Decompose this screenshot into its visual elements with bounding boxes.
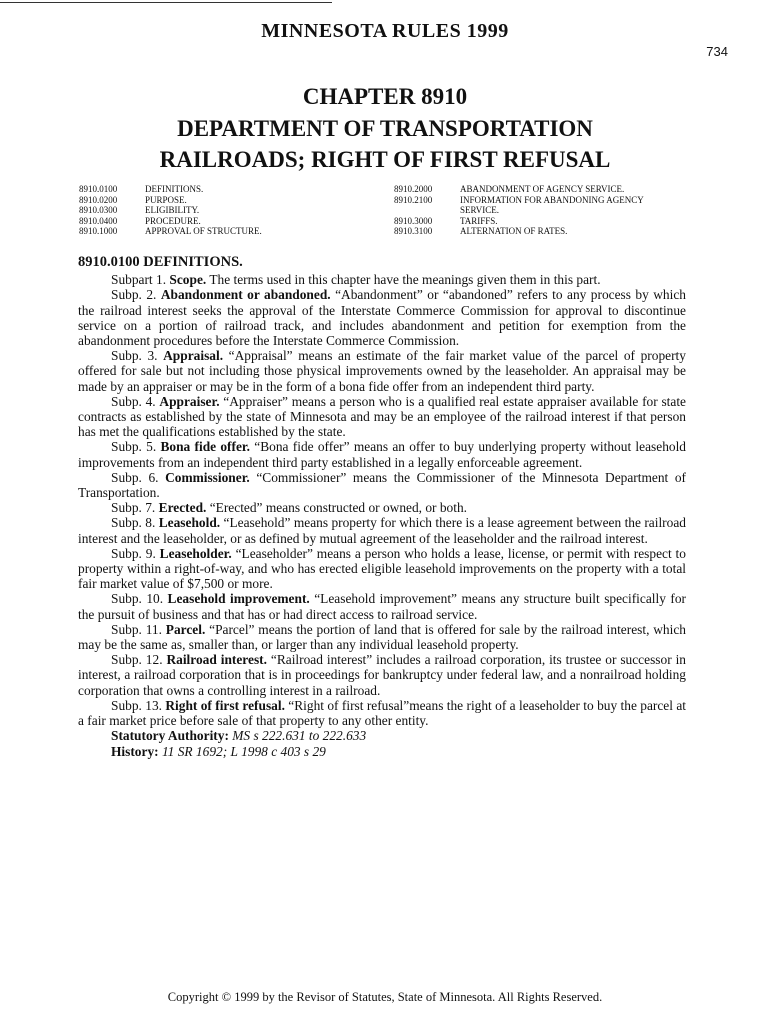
subpart-text: “Right of first refusal”means the right of a leaseholder to buy the parcel at a fair market price before sale of that property to any other entity. [78,697,686,729]
history [78,744,686,759]
subpart-paragraph [78,652,686,698]
chapter-number: CHAPTER 8910 [302,84,468,109]
toc-entry-number: 8910.0300 [79,205,118,215]
toc-entry [79,195,385,206]
toc-entry [79,205,385,216]
subpart-label: Subp. 11. [111,621,162,637]
toc-entry-title: APPROVAL OF STRUCTURE. [145,226,262,236]
toc-entry-number: 8910.1000 [79,226,118,236]
subpart-label: Subp. 3. [111,348,158,364]
subpart-paragraph [78,500,686,515]
subpart-text: “Parcel” means the portion of land that is offered for sale by the railroad interest, which may be the same as, smaller than, or larger than any individual leasehold property. [78,621,686,653]
subpart-term: Appraiser. [159,393,220,409]
subpart-text: “Appraisal” means an estimate of the fair market value of the parcel of property offered for sale but not including those physical improvements owned by the leaseholder. An appraisal may be made by an appraiser or may be in the form of a bona fide offer from an independent third party. [78,348,686,394]
toc-entry-title: DEFINITIONS. [145,184,204,194]
toc-entry-title: ABANDONMENT OF AGENCY SERVICE. [460,184,625,194]
toc-entry [394,216,710,227]
toc-entry-number: 8910.0400 [79,215,118,226]
toc-entry-title: TARIFFS. [460,215,498,226]
toc-entry [394,184,710,195]
subpart-paragraph [78,698,686,728]
subpart-paragraph [78,272,686,287]
rule-body [78,255,686,759]
subpart-term: Erected. [158,500,207,516]
toc-entry-title: PURPOSE. [145,194,187,205]
toc-entry-title: PROCEDURE. [145,215,201,226]
toc-entry-number: 8910.0100 [79,184,118,194]
page-header-title: MINNESOTA RULES 1999 [261,20,509,42]
subpart-term: Bona fide offer. [160,439,250,455]
subpart-paragraph [78,348,686,394]
subpart-paragraph [78,515,686,545]
subpart-label: Subp. 12. [111,652,163,668]
toc-entry [394,205,710,216]
statutory-authority-value: MS s 222.631 to 222.633 [232,728,367,744]
subpart-label: Subp. 6. [111,469,159,485]
subpart-paragraph [78,546,686,592]
subpart-paragraph [78,439,686,469]
subpart-term: Commissioner. [165,469,250,485]
subpart-label: Subp. 7. [111,500,156,516]
history-value: 11 SR 1692; L 1998 c 403 s 29 [161,743,326,759]
subpart-text: “Leasehold” means property for which there is a lease agreement between the railroad interest and the leaseholder, or as defined by mutual agreement of the leaseholder and the railroad interest. [78,515,686,546]
toc-left-column [79,184,385,237]
toc-entry-number [394,205,460,216]
history-label: History: [111,743,159,759]
toc-entry-title: ELIGIBILITY. [145,205,200,215]
subpart-paragraph [78,591,686,621]
subpart-text: “Bona fide offer” means an offer to buy underlying property without leasehold improvements from an independent third party established in a legally enforceable agreement. [78,439,686,470]
toc-entry [79,216,385,227]
toc-right-column [394,184,710,237]
toc-entry-number: 8910.3100 [394,226,433,236]
subpart-text: The terms used in this chapter have the meanings given them in this part. [209,272,601,288]
subpart-term: Right of first refusal. [165,697,285,713]
toc-entry-title: ALTERNATION OF RATES. [460,226,568,236]
subpart-label: Subp. 5. [111,439,157,455]
chapter-department: DEPARTMENT OF TRANSPORTATION [177,116,593,141]
subpart-term: Parcel. [165,621,206,637]
subpart-text: “Leaseholder” means a person who holds a lease, license, or permit with respect to property within a right-of-way, and who has erected eligible leasehold improvements on the property with a total fair market value of $7,500 or more. [78,545,686,592]
subpart-text: “Abandonment” or “abandoned” refers to any process by which the railroad interest seeks the approval of the Interstate Commerce Commission for approval to discontinue service on a portion of railroad track, and includes abandonment and petition for exemption from the abandonment procedures before the Interstate Commerce Commission. [78,287,686,349]
toc-entry-number: 8910.2000 [394,184,433,194]
toc-entry [79,226,385,237]
top-rule [0,2,332,3]
subpart-text: “Railroad interest” includes a railroad corporation, its trustee or successor in interest, a railroad corporation that is in proceedings for bankruptcy under federal law, and a nonrailroad holding corporation that owns a controlling interest in a railroad. [78,652,686,698]
toc-entry-title: SERVICE. [460,205,500,215]
chapter-subject: RAILROADS; RIGHT OF FIRST REFUSAL [159,147,611,172]
subpart-label: Subpart 1. [111,272,167,288]
subpart-text: “Appraiser” means a person who is a qualified real estate appraiser available for state contracts as established by the state of Minnesota and may be an employee of the railroad interest if that person has met the qualifications established by the state. [78,393,686,440]
subpart-label: Subp. 10. [111,591,164,607]
subpart-paragraph [78,287,686,348]
section-heading: 8910.0100 DEFINITIONS. [78,254,243,270]
toc-entry-title: INFORMATION FOR ABANDONING AGENCY [460,194,644,205]
subpart-paragraph [78,394,686,440]
toc-entry-number: 8910.0200 [79,194,118,205]
copyright-footer: Copyright © 1999 by the Revisor of Statutes, State of Minnesota. All Rights Reserved. [167,990,603,1004]
subpart-text: “Leasehold improvement” means any structure built specifically for the pursuit of business and that has or had direct access to railroad service. [78,591,686,622]
statutory-authority [78,728,686,743]
subpart-term: Abandonment or abandoned. [160,287,331,303]
toc-entry-number: 8910.3000 [394,215,433,226]
subpart-label: Subp. 9. [111,545,156,561]
subpart-text: “Erected” means constructed or owned, or both. [209,500,468,516]
page-number: 734 [706,44,728,59]
subpart-label: Subp. 2. [111,287,157,303]
subpart-label: Subp. 8. [111,515,156,531]
subpart-term: Leaseholder. [159,545,232,561]
subpart-label: Subp. 4. [111,393,156,409]
subpart-text: “Commissioner” means the Commissioner of the Minnesota Department of Transportation. [78,469,686,501]
subpart-paragraph [78,470,686,500]
toc-entry [394,226,710,237]
statutory-authority-label: Statutory Authority: [111,728,229,744]
subpart-term: Leasehold improvement. [167,591,310,607]
subpart-term: Railroad interest. [166,652,267,668]
toc-entry-number: 8910.2100 [394,194,433,205]
toc-entry [394,195,710,206]
subpart-term: Appraisal. [163,348,224,364]
subpart-label: Subp. 13. [111,697,162,713]
subpart-term: Leasehold. [158,515,221,531]
subpart-paragraph [78,622,686,652]
subpart-term: Scope. [169,272,207,288]
toc-entry [79,184,385,195]
